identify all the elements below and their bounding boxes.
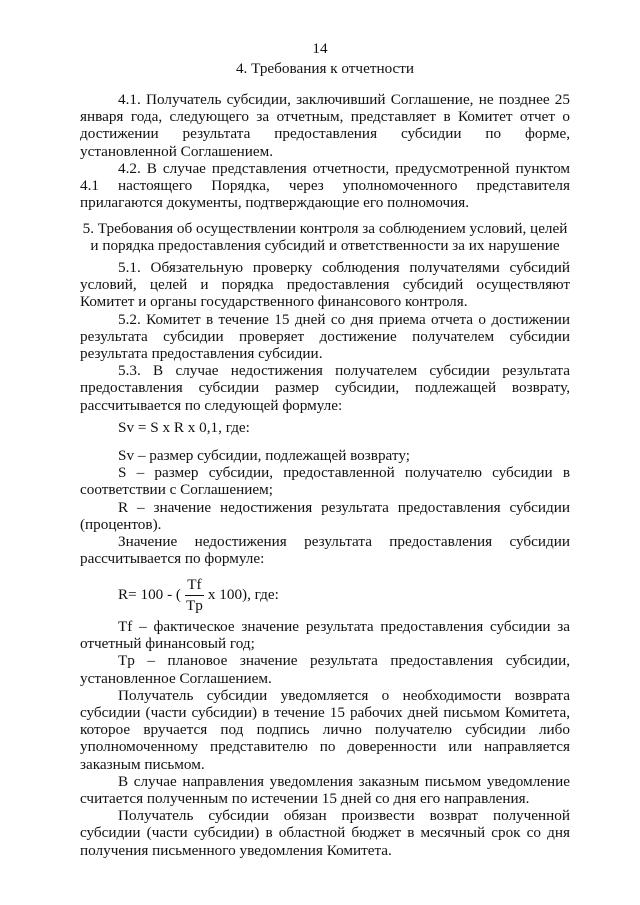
definition-s: S – размер субсидии, предоставленной получателю субсидии в соответствии с Соглашением; <box>80 464 570 499</box>
paragraph-4-2: 4.2. В случае представления отчетности, предусмотренной пунктом 4.1 настоящего Порядка, через уполномоченного представителя прилагаются документы, подтверждающие его полномочия. <box>80 159 570 212</box>
definition-tf: Tf – фактическое значение результата предоставления субсидии за отчетный финансовый год; <box>80 618 570 653</box>
page-number: 14 <box>312 40 328 57</box>
paragraph-notice: Получатель субсидии уведомляется о необходимости возврата субсидии (части субсидии) в течение 15 рабочих дней письмом Комитета, которое вручается под подпись лично получателю субсидии либо уполномоченному представителю по доверенности или направляется заказным письмом. <box>80 686 570 773</box>
r-formula-intro: Значение недостижения результата предоставления субсидии рассчитывается по формуле: <box>80 533 570 568</box>
section-5-heading-line-1: 5. Требования об осуществлении контроля за соблюдением условий, целей <box>82 220 568 237</box>
definition-r: R – значение недостижения результата предоставления субсидии (процентов). <box>80 498 570 533</box>
section-5-body <box>80 259 570 414</box>
definition-tp: Tp – плановое значение результата предоставления субсидии, установленное Соглашением. <box>80 652 570 687</box>
paragraph-registered-mail: В случае направления уведомления заказным письмом уведомление считается полученным по истечении 15 дней со дня его направления. <box>80 772 570 808</box>
formula-sv: Sv = S x R x 0,1, где: <box>118 419 250 436</box>
definition-sv: Sv – размер субсидии, подлежащей возврату; <box>118 447 410 464</box>
formula-r-prefix: R= 100 - ( <box>118 586 181 604</box>
paragraph-5-1: 5.1. Обязательную проверку соблюдения получателями субсидий условий, целей и порядка предоставления субсидий осуществляют Комитет и органы государственного финансового контроля. <box>80 259 570 311</box>
paragraph-5-2: 5.2. Комитет в течение 15 дней со дня приема отчета о достижении результата субсидии проверяет достижение получателем субсидии результата предоставления субсидии. <box>80 310 570 363</box>
section-5-heading <box>75 220 575 254</box>
formula-r-suffix: x 100), где: <box>207 586 279 604</box>
paragraph-obligation: Получатель субсидии обязан произвести возврат полученной субсидии (части субсидии) в областной бюджет в месячный срок со дня получения письменного уведомления Комитета. <box>80 807 570 859</box>
section-5-heading-line-2: и порядка предоставления субсидий и ответственности за их нарушение <box>90 237 560 255</box>
paragraph-5-3: 5.3. В случае недостижения получателем субсидии результата предоставления субсидии размер субсидии, подлежащей возврату, рассчитывается по следующей формуле: <box>80 362 570 414</box>
formula-r <box>118 572 279 618</box>
fraction-denominator: Tp <box>185 596 203 614</box>
fraction-numerator: Tf <box>185 576 203 596</box>
definitions-block <box>80 447 570 567</box>
paragraph-4-1: 4.1. Получатель субсидии, заключивший Соглашение, не позднее 25 января года, следующего за отчетным, представляет в Комитет отчет о достижении результата предоставления субсидии по форме, установленной Соглашением. <box>80 91 570 160</box>
section-4-heading: 4. Требования к отчетности <box>235 60 415 77</box>
section-4-body <box>80 91 570 211</box>
final-block <box>80 618 570 859</box>
formula-r-fraction <box>184 576 205 615</box>
